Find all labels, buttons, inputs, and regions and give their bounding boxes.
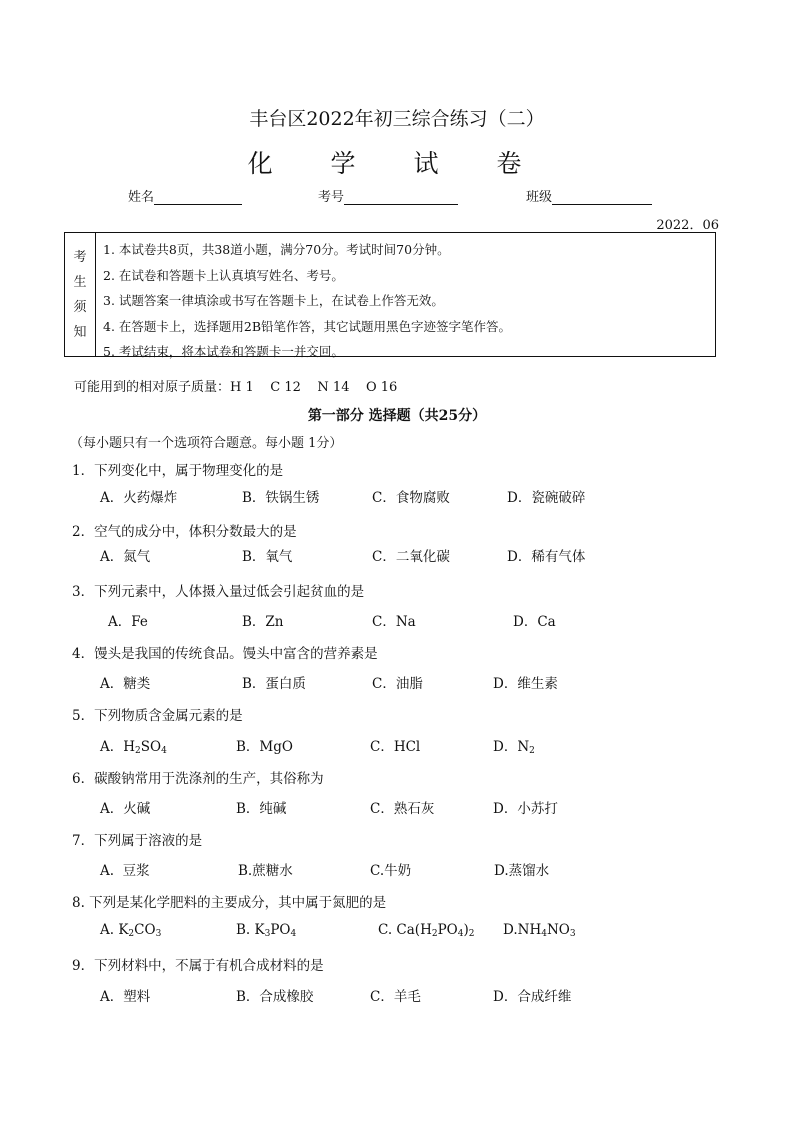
question-stem: 2．空气的成分中，体积分数最大的是 — [72, 524, 297, 540]
question-stem: 6．碳酸钠常用于洗涤剂的生产，其俗称为 — [72, 771, 324, 787]
option-a[interactable]: A．火碱 — [100, 801, 151, 817]
option-b[interactable]: B．铁锅生锈 — [242, 490, 320, 506]
exam-date: 2022．06 — [656, 218, 719, 233]
subscript: 4 — [541, 929, 547, 939]
option-text: PO — [437, 922, 458, 938]
option-d[interactable]: D.蒸馏水 — [494, 863, 550, 879]
question-stem: 1．下列变化中，属于物理变化的是 — [72, 463, 284, 479]
section-title: 第一部分 选择题（共25分） — [307, 408, 487, 424]
subject-title: 化 学 试 卷 — [247, 149, 547, 178]
subscript: 2 — [128, 929, 135, 939]
option-b[interactable]: B．Zn — [242, 614, 284, 630]
notice-item: 1. 本试卷共8页，共38道小题，满分70分。考试时间70分钟。 — [103, 242, 450, 257]
notice-box — [64, 232, 716, 357]
option-b[interactable]: B．氧气 — [242, 549, 293, 565]
subscript: 3 — [155, 929, 162, 939]
class-blank[interactable] — [552, 190, 652, 205]
notice-label-char: 生 — [73, 274, 87, 290]
option-d[interactable]: D．瓷碗破碎 — [507, 490, 586, 506]
option-a[interactable] — [100, 735, 167, 755]
notice-label-char: 考 — [73, 249, 87, 265]
question-stem: 8. 下列是某化学肥料的主要成分，其中属于氮肥的是 — [72, 895, 387, 911]
option-c[interactable] — [378, 922, 475, 938]
option-c[interactable]: C．羊毛 — [370, 989, 421, 1005]
option-b[interactable] — [236, 922, 296, 938]
option-text: A．H — [100, 739, 136, 755]
option-a[interactable]: A. 豆浆 — [100, 863, 150, 879]
option-a[interactable]: A．Fe — [108, 614, 148, 630]
option-b[interactable]: B．合成橡胶 — [236, 989, 314, 1005]
subscript: 2 — [135, 746, 141, 756]
option-c[interactable]: C．食物腐败 — [372, 490, 450, 506]
option-c[interactable]: C.牛奶 — [370, 863, 412, 879]
section-instruction: （每小题只有一个选项符合题意。每小题 1分） — [70, 436, 343, 451]
question-stem: 3．下列元素中，人体摄入量过低会引起贫血的是 — [72, 584, 365, 600]
option-b[interactable]: B．蛋白质 — [242, 676, 306, 692]
option-b[interactable]: B．纯碱 — [236, 801, 287, 817]
option-d[interactable]: D．Ca — [513, 614, 556, 630]
option-b[interactable]: B.蔗糖水 — [238, 863, 293, 879]
option-a[interactable]: A．塑料 — [100, 989, 151, 1005]
question-stem: 7．下列属于溶液的是 — [72, 833, 203, 849]
subscript: 4 — [457, 929, 464, 939]
option-c[interactable]: C．油脂 — [372, 676, 423, 692]
option-d[interactable]: D．小苏打 — [493, 801, 558, 817]
exam-title: 丰台区2022年初三综合练习（二） — [249, 108, 545, 130]
name-field — [128, 186, 242, 205]
option-a[interactable]: A．氮气 — [100, 549, 151, 565]
notice-items — [103, 237, 511, 365]
option-b[interactable]: B．MgO — [236, 739, 293, 755]
subscript: 2 — [431, 929, 438, 939]
notice-item: 5. 考试结束，将本试卷和答题卡一并交回。 — [103, 344, 344, 359]
option-d[interactable] — [503, 922, 576, 938]
subscript: 4 — [290, 929, 297, 939]
option-a[interactable]: A．火药爆炸 — [100, 490, 178, 506]
notice-label-char: 知 — [73, 324, 87, 340]
option-text: NO — [546, 922, 570, 938]
option-text: B. K — [236, 922, 265, 938]
name-blank[interactable] — [154, 190, 242, 205]
class-field — [526, 186, 652, 205]
subscript: 3 — [569, 929, 576, 939]
notice-item: 3. 试题答案一律填涂或书写在答题卡上，在试卷上作答无效。 — [103, 293, 444, 308]
notice-item: 4. 在答题卡上，选择题用2B铅笔作答，其它试题用黑色字迹签字笔作答。 — [103, 318, 512, 334]
option-text: D．N — [493, 739, 530, 755]
option-a[interactable] — [100, 922, 161, 938]
subscript: 3 — [264, 929, 271, 939]
option-d[interactable]: D．维生素 — [493, 676, 558, 692]
option-c[interactable]: C．二氧化碳 — [372, 549, 450, 565]
question-stem: 5．下列物质含金属元素的是 — [72, 708, 243, 724]
option-text: C. Ca(H — [378, 922, 432, 938]
class-label: 班级 — [526, 190, 553, 205]
option-d[interactable]: D．稀有气体 — [507, 549, 586, 565]
id-label: 考号 — [318, 190, 345, 205]
option-text: PO — [270, 922, 291, 938]
option-d[interactable]: D．合成纤维 — [493, 989, 572, 1005]
option-text: ) — [463, 922, 469, 938]
id-blank[interactable] — [344, 190, 458, 205]
notice-label-char: 须 — [73, 299, 87, 315]
option-c[interactable]: C．HCl — [370, 739, 421, 755]
name-label: 姓名 — [128, 190, 155, 205]
option-text: D.NH — [503, 922, 542, 938]
question-stem: 9．下列材料中，不属于有机合成材料的是 — [72, 958, 324, 974]
option-a[interactable]: A．糖类 — [100, 676, 151, 692]
option-text: SO — [140, 739, 162, 755]
option-d[interactable] — [493, 735, 535, 755]
subscript: 4 — [161, 746, 167, 756]
option-text: CO — [134, 922, 156, 938]
subscript: 2 — [529, 746, 535, 756]
option-text: A. K — [100, 922, 129, 938]
atomic-mass-line: 可能用到的相对原子质量：H 1 C 12 N 14 O 16 — [74, 380, 398, 395]
question-stem: 4．馒头是我国的传统食品。馒头中富含的营养素是 — [72, 646, 378, 662]
option-c[interactable]: C．熟石灰 — [370, 801, 435, 817]
id-field — [318, 186, 458, 205]
notice-item: 2. 在试卷和答题卡上认真填写姓名、考号。 — [103, 267, 344, 283]
notice-label — [65, 233, 96, 356]
option-c[interactable]: C．Na — [372, 614, 416, 630]
subscript: 2 — [468, 929, 475, 939]
